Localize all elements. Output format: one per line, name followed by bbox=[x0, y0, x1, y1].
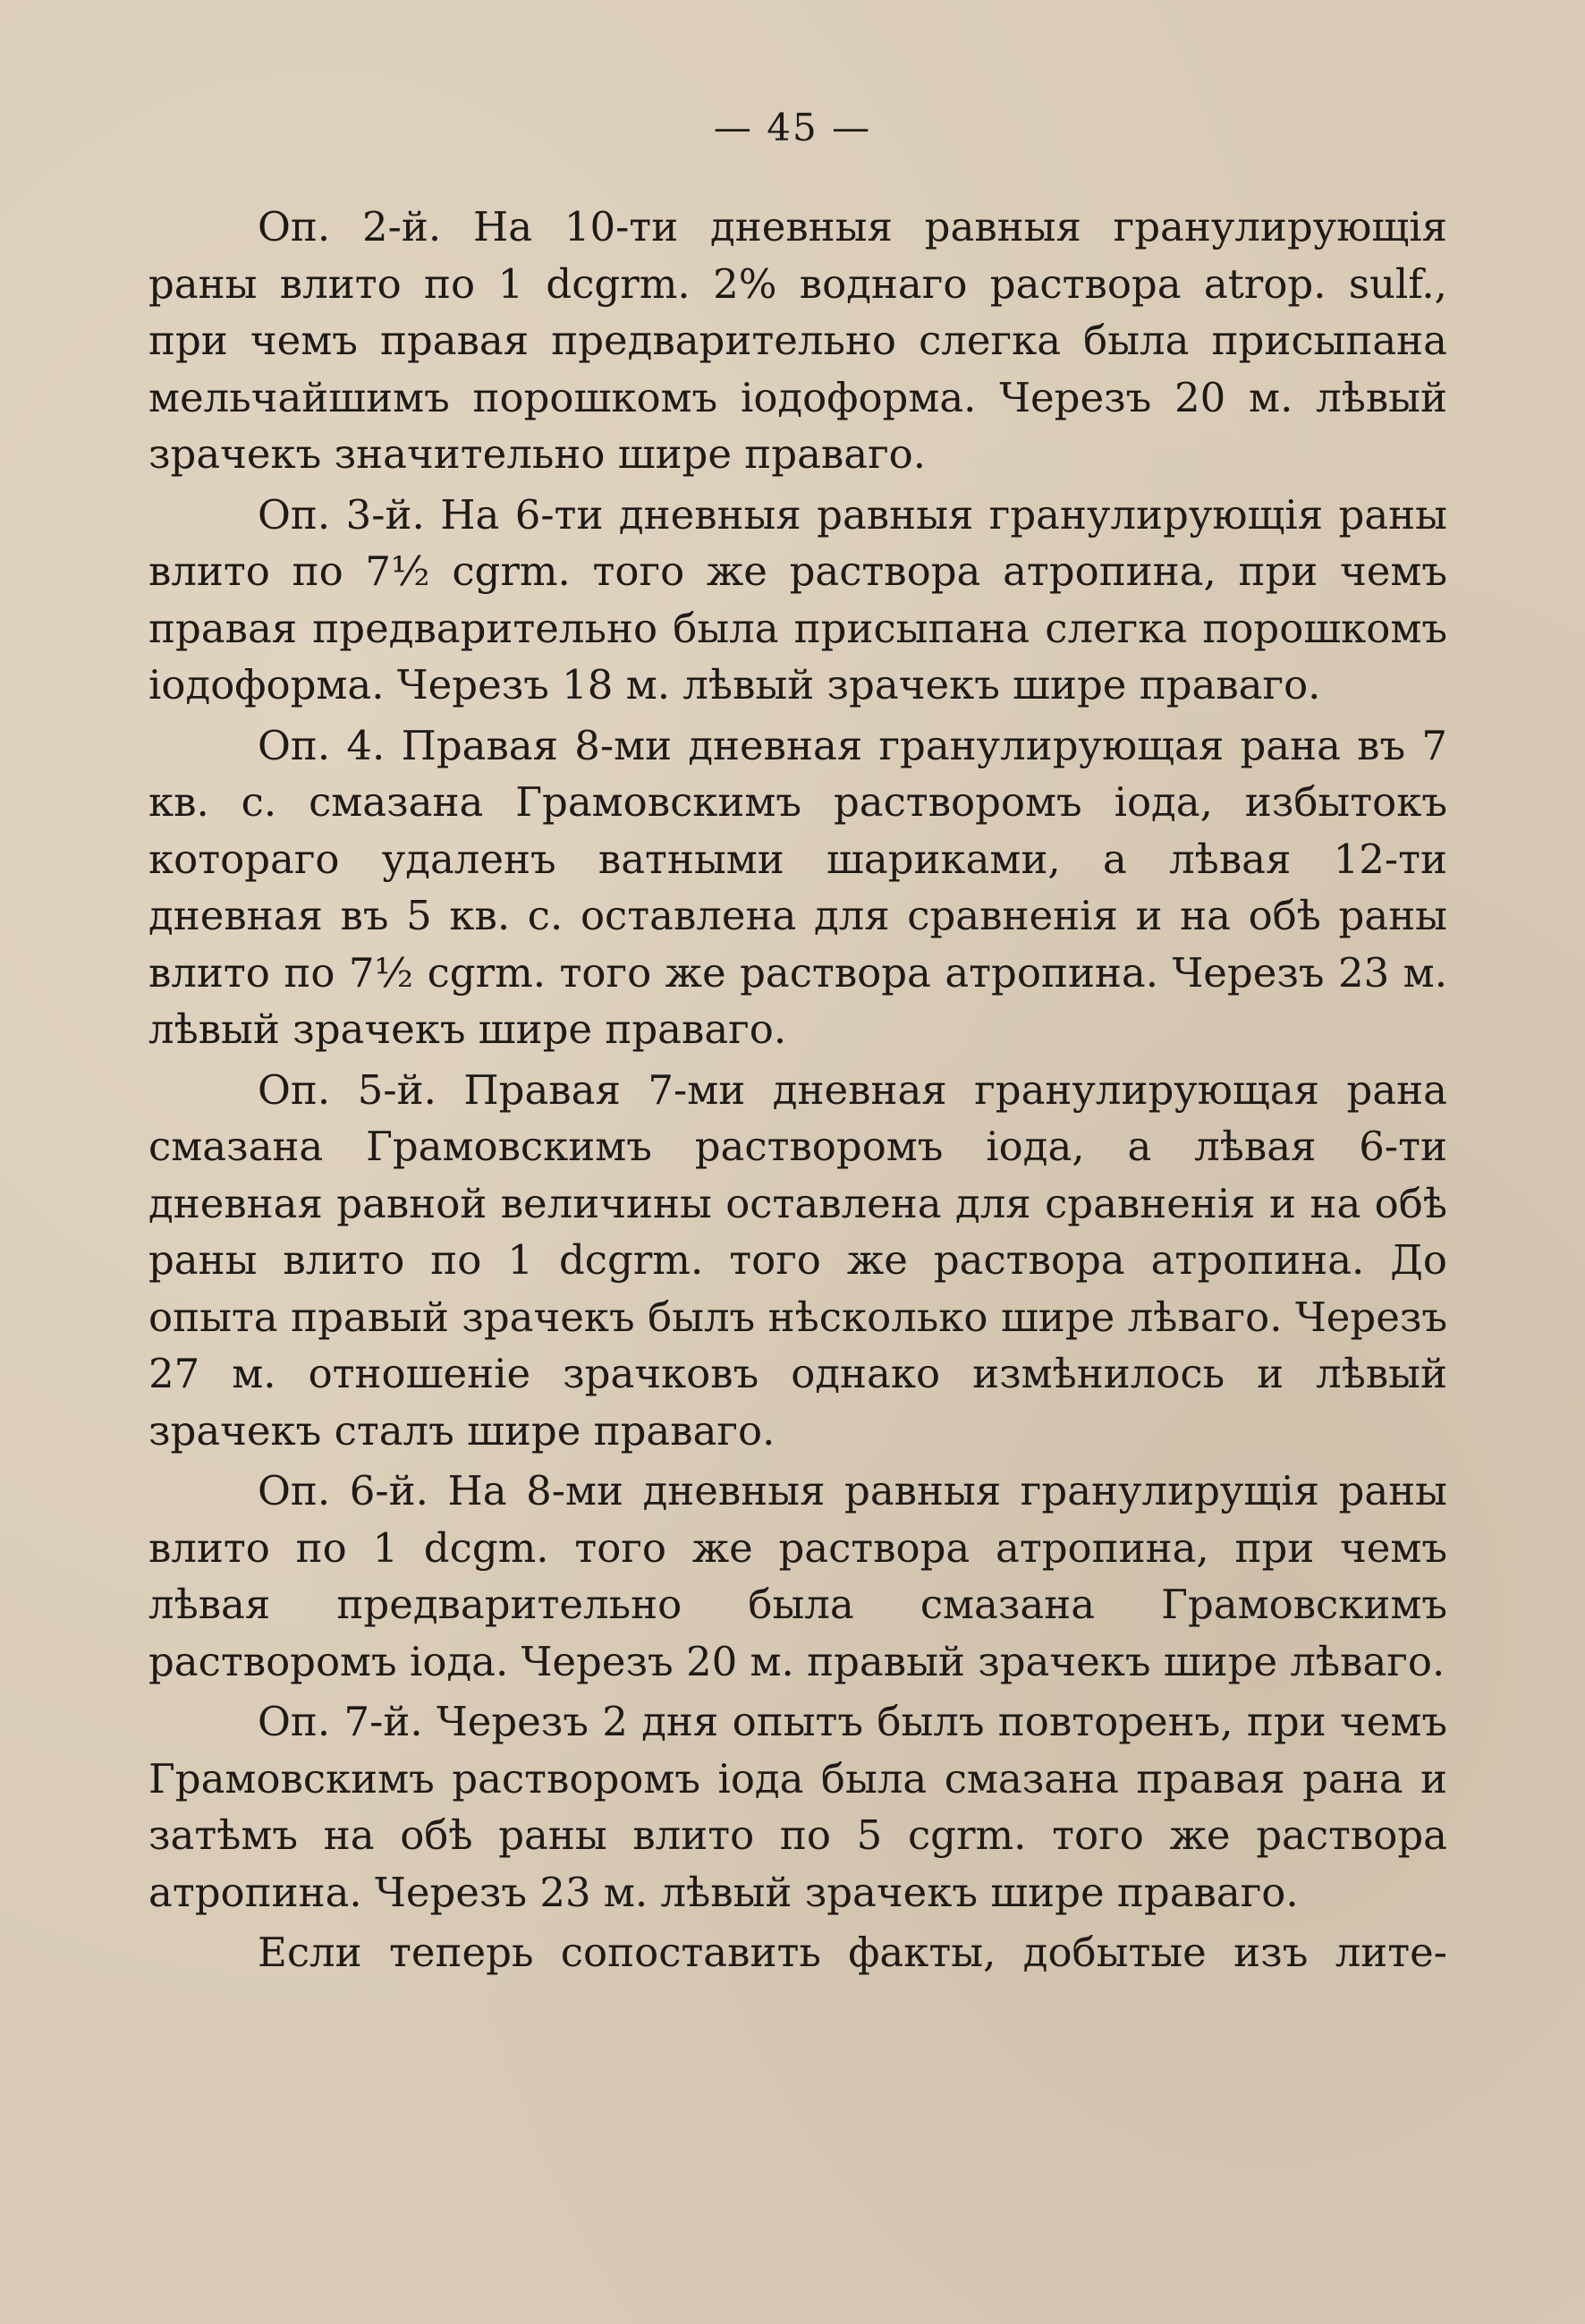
paragraph-conclusion-start: Если теперь сопоставить факты, добытые изъ лите- bbox=[258, 1929, 1447, 1976]
paragraph-experiment-3: Оп. 3-й. На 6-ти дневныя равныя гранулирующія раны влито по 7½ cgrm. того же раствора атропина, при чемъ правая предварительно была присыпана слегка порошкомъ іодоформа. Черезъ 18 м. лѣвый зрачекъ шире праваго. bbox=[148, 490, 1447, 708]
paragraph-experiment-7: Оп. 7-й. Черезъ 2 дня опытъ былъ повторенъ, при чемъ Грамовскимъ растворомъ іода была смазана правая рана и затѣмъ на обѣ раны влито по 5 cgrm. того же раствора атропина. Черезъ 23 м. лѣвый зрачекъ шире праваго. bbox=[148, 1698, 1447, 1916]
page-number: — 45 — bbox=[713, 106, 872, 149]
paragraph-experiment-2: Оп. 2-й. На 10-ти дневныя равныя гранулирующія раны влито по 1 dcgrm. 2% воднаго раствора atrop. sulf., при чемъ правая предварительно слегка была присыпана мельчайшимъ порошкомъ іодоформа. Черезъ 20 м. лѣвый зрачекъ значительно шире праваго. bbox=[148, 203, 1447, 478]
paragraph-experiment-5: Оп. 5-й. Правая 7-ми дневная гранулирующая рана смазана Грамовскимъ растворомъ іода, а лѣвая 6-ти дневная равной величины оставлена для сравненія и на обѣ раны влито по 1 dcgrm. того же раствора атропина. До опыта правый зрачекъ былъ нѣсколько шире лѣваго. Черезъ 27 м. отношеніе зрачковъ однако измѣнилось и лѣвый зрачекъ сталъ шире праваго. bbox=[148, 1065, 1447, 1455]
body-text bbox=[148, 199, 1447, 1985]
paragraph-experiment-6: Оп. 6-й. На 8-ми дневныя равныя гранулирущія раны влито по 1 dcgm. того же раствора атропина, при чемъ лѣвая предварительно была смазана Грамовскимъ растворомъ іода. Черезъ 20 м. правый зрачекъ шире лѣваго. bbox=[148, 1467, 1447, 1685]
paragraph-experiment-4: Оп. 4. Правая 8-ми дневная гранулирующая рана въ 7 кв. с. смазана Грамовскимъ растворомъ іода, избытокъ котораго удаленъ ватными шариками, а лѣвая 12-ти дневная въ 5 кв. с. оставлена для сравненія и на обѣ раны влито по 7½ cgrm. того же раствора атропина. Черезъ 23 м. лѣвый зрачекъ шире праваго. bbox=[148, 721, 1447, 1053]
